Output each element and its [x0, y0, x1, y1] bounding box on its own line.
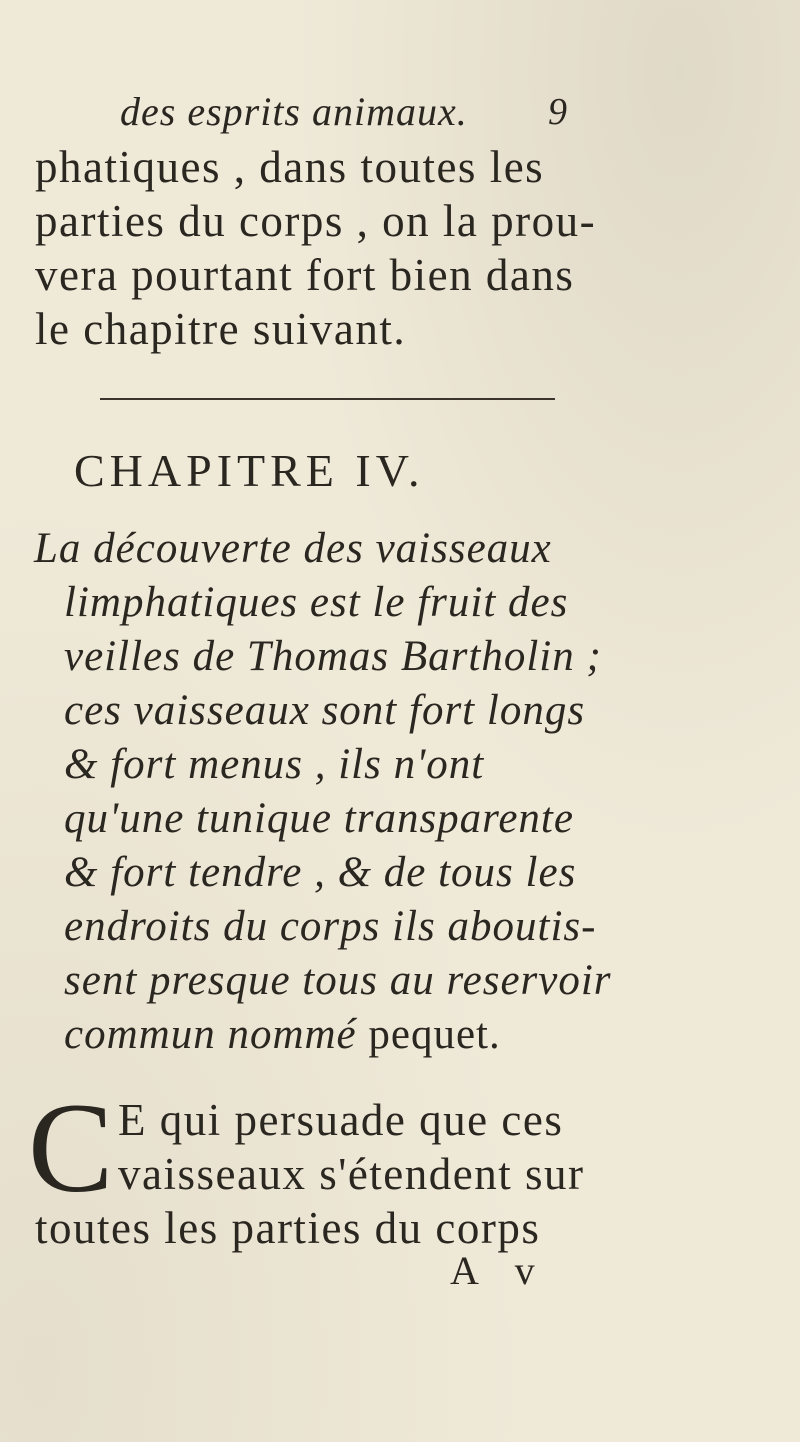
summary-last-roman: pequet.	[368, 1011, 501, 1058]
summary-line: qu'une tunique transparente	[64, 795, 574, 842]
paragraph-line: phatiques , dans toutes les	[35, 142, 545, 192]
body-line: toutes les parties du corps	[35, 1203, 541, 1253]
summary-line: ces vaisseaux sont fort longs	[64, 687, 586, 734]
summary-line: La découverte des vaisseaux	[34, 525, 552, 572]
summary-line: & fort menus , ils n'ont	[64, 741, 485, 788]
body-line: vaisseaux s'étendent sur	[118, 1149, 585, 1199]
summary-line: veilles de Thomas Bartholin ;	[64, 633, 602, 680]
paragraph-line: vera pourtant fort bien dans	[35, 250, 575, 300]
paragraph-line: le chapitre suivant.	[35, 304, 407, 354]
body-line: E qui persuade que ces	[118, 1095, 564, 1145]
page-number: 9	[548, 91, 567, 133]
paragraph-line: parties du corps , on la prou-	[35, 196, 597, 246]
summary-line: limphatiques est le fruit des	[64, 579, 569, 626]
running-head: des esprits animaux.	[120, 89, 468, 134]
summary-line: & fort tendre , & de tous les	[64, 849, 577, 896]
summary-last-italic: commun nommé	[64, 1011, 357, 1058]
summary-last-line	[64, 1010, 501, 1059]
chapter-heading: CHAPITRE IV.	[74, 445, 425, 496]
drop-cap: C	[28, 1077, 114, 1219]
signature-mark: A v	[450, 1248, 549, 1293]
summary-line: sent presque tous au reservoir	[64, 957, 612, 1004]
summary-line: endroits du corps ils aboutis-	[64, 903, 597, 950]
section-rule	[100, 398, 555, 400]
